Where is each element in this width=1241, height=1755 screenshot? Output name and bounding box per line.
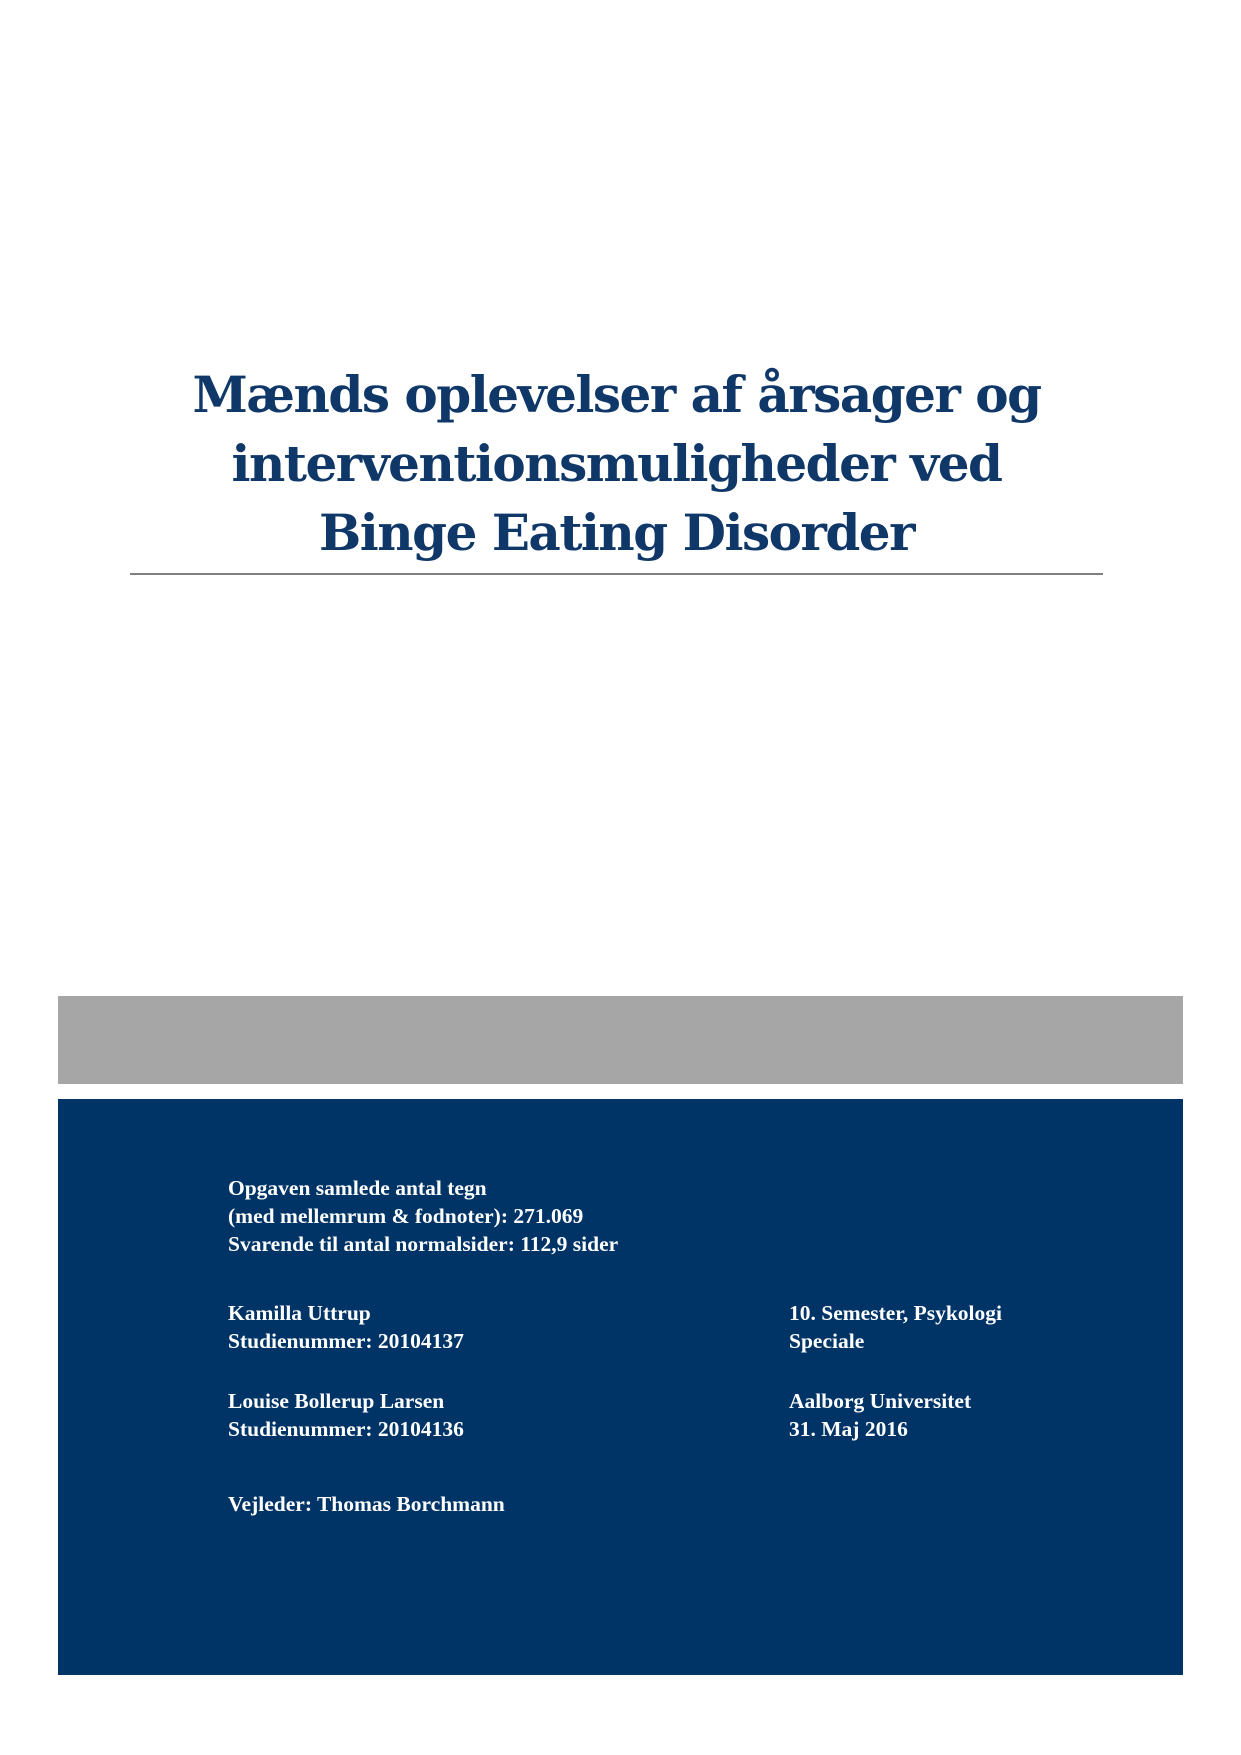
character-count-block: [228, 1174, 618, 1258]
title-line-2: interventionsmuligheder ved: [231, 434, 1002, 493]
info-panel: [58, 1099, 1183, 1675]
author-student-number: Studienummer: 20104136: [228, 1417, 464, 1441]
character-count-label: Opgaven samlede antal tegn: [228, 1176, 487, 1200]
course-block: [789, 1299, 1002, 1355]
title-line-3: Binge Eating Disorder: [319, 503, 914, 562]
title-divider: [130, 573, 1103, 575]
author-block-2: [228, 1387, 464, 1443]
author-student-number: Studienummer: 20104137: [228, 1329, 464, 1353]
advisor-name: Vejleder: Thomas Borchmann: [228, 1492, 505, 1516]
institution-block: [789, 1387, 971, 1443]
document-title: [130, 360, 1103, 567]
author-name: Kamilla Uttrup: [228, 1301, 371, 1325]
advisor-block: [228, 1490, 505, 1518]
decorative-gray-band: [58, 996, 1183, 1084]
semester-label: 10. Semester, Psykologi: [789, 1301, 1002, 1325]
thesis-type-label: Speciale: [789, 1329, 865, 1353]
character-count-value: (med mellemrum & fodnoter): 271.069: [228, 1204, 584, 1228]
submission-date: 31. Maj 2016: [789, 1417, 908, 1441]
author-block-1: [228, 1299, 464, 1355]
author-name: Louise Bollerup Larsen: [228, 1389, 445, 1413]
normal-pages-value: Svarende til antal normalsider: 112,9 sider: [228, 1232, 619, 1256]
title-line-1: Mænds oplevelser af årsager og: [192, 365, 1041, 424]
university-name: Aalborg Universitet: [789, 1389, 972, 1413]
